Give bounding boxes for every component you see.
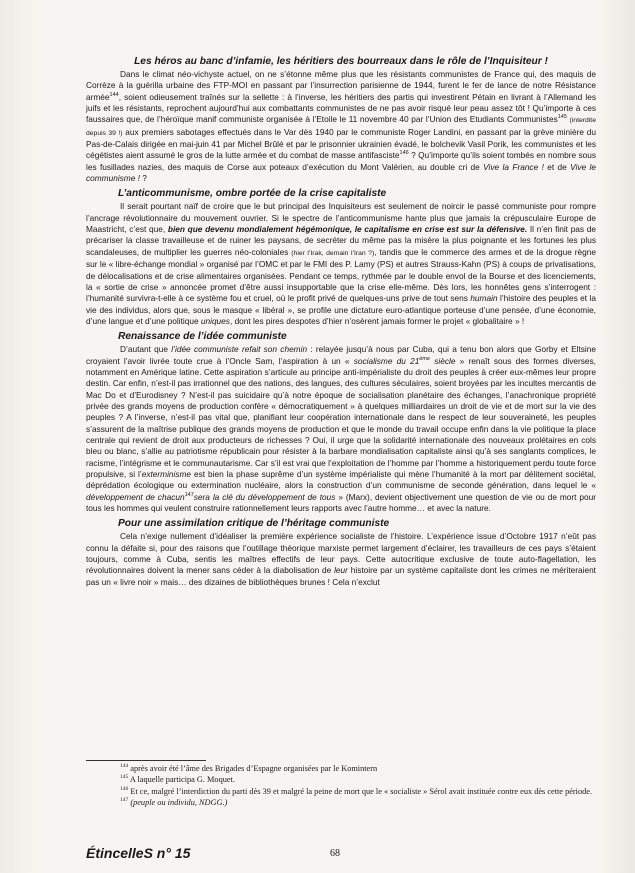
footnotes — [86, 760, 596, 808]
heading-heros: Les héros au banc d’infamie, les héritiers des bourreaux dans le rôle de l’Inquisiteur ! — [134, 56, 548, 67]
article-body — [86, 55, 596, 591]
heading-assimilation: Pour une assimilation critique de l’héritage communiste — [118, 518, 390, 530]
page-number: 68 — [330, 848, 340, 859]
heading-anticommunisme: L’anticommunisme, ombre portée de la crise capitaliste — [118, 188, 387, 200]
footnote: $^{147}$ (peuple ou individu, NDGG.) — [120, 797, 228, 808]
paragraph-assimilation: Cela n’exige nullement d’idéaliser la première expérience socialiste de l’histoire. L’expérience issue d’Octobre 1917 n’eût pas connu la défaite si, pour des raisons que l’outillage théorique marxiste permet largement d’éclairer, les travailleurs de ces pays s’étaient toujours, comme à Cuba, sentis les maîtres effectifs de leur pays. Cette autocritique exclusive de toute auto-flagellation, les révolutionnaires doivent la mener sans céder à la diabolisation de leur histoire par un système capitaliste dont les crimes ne mériteraient pas un « livre noir » mais… des dizaines de bibliothèques brunes ! Cela n’exclut — [86, 531, 596, 587]
paragraph-anticommunisme: Il serait pourtant naïf de croire que le but principal des Inquisiteurs est seulement de noircir le passé communiste pour rompre l’ancrage révolutionnaire du mouvement ouvrier. Si le spectre de l’anticommunisme hante plus que jamais la crépusculaire Europe de Maastricht, c’est que, bien que devenu mondialement hégémonique, le capitalisme en crise est sur la défensive. Il n’en finit pas de précariser la classe travailleuse et de ruiner les paysans, de secréter du même pas la misère la plus poignante et les fortunes les plus scandaleuses, de multiplier les guerres néo-coloniales (hier l’Irak, demain l’Iran ?), tandis que le commerce des armes et de la drogue règne sur le « libre-échange mondial » organisé par l’OMC et par le FMI des P. Lamy (PS) et autres Strauss-Kahn (PS) à coups de privatisations, de délocalisations et de crise alimentaires organisées. Pendant ce temps, rythmée par le double envol de la Bourse et des licenciements, la « sortie de crise » annoncée promet d’être aussi insupportable que la crise elle-même. Dès lors, les honnêtes gens s’interrogent : l’humanité survivra-t-elle à ce système fou et cruel, où le profit privé de quelques-uns prive de tout sens humain l’histoire des peuples et la vie des individus, alors que, sous le masque « libéral », se profile une dictature euro-atlantique porteuse d’une pensée, d’une économie, d’une langue et d’une politique uniques, dont les pires despotes d’hier n’osèrent jamais former le projet « globalitaire » ! — [86, 201, 596, 326]
footnote: $^{145}$ A laquelle participa G. Moquet. — [120, 774, 235, 785]
paragraph-heros: Dans le climat néo-vichyste actuel, on ne s’étonne même plus que les résistants communistes de France qui, des maquis de Corrèze à la guérilla urbaine des FTP-MOI en passant par l’insurrection parisienne de 1944, furent le fer de lance de notre Résistance armée$^{144}$, soient odieusement traînés sur la sellette : à l’inverse, les héritiers des partis qui investirent Pétain en livrant à l’Allemand les juifs et les résistants, reprochent aujourd’hui aux combattants communistes de ne pas avoir risqué leur peau assez tôt ! Qu’importe à ces faussaires que, de l’héroïque manif communiste organisée à l’Etoile le 11 novembre 40 par l’Union des Etudiants Communistes$^{145}$ (interdite depuis 39 !) aux premiers sabotages effectués dans le Var dès 1940 par le communiste Roger Landini, en passant par la grève minière du Pas-de-Calais dirigée en mai-juin 41 par Michel Brûlé et par le prisonnier ukrainien évadé, le bolchevik Vasil Porik, les communistes et les cégétistes aient assumé le gros de la lutte armée et du combat de masse antifasciste$^{146}$ ? Qu’importe qu’ils soient tombés en nombre sous les fusillades nazies, des maquis de Corse aux poteaux d’exécution du Mont Valérien, au double cri de Vive la France ! et de Vive le communisme ! ? — [86, 69, 596, 184]
magazine-brand: ÉtincelleS n° 15 — [86, 845, 191, 861]
footnote: $^{146}$ Et ce, malgré l’interdiction du parti dès 39 et malgré la peine de mort que le « socialiste » Sérol avait instituée contre eux dès cette période. — [120, 785, 593, 796]
heading-renaissance: Renaissance de l’idée communiste — [118, 331, 287, 343]
footnote-divider — [86, 760, 206, 761]
paragraph-renaissance: D’autant que l’idée communiste refait son chemin : relayée jusqu’à nous par Cuba, qui a tenu bon alors que Gorby et Eltsine croyaient l’avoir livrée toute crue à l’Oncle Sam, l’aspiration à un « socialisme du 21ème siècle » renaît sous des formes diverses, notamment en Amérique latine. Cette aspiration s’articule au principe anti-impérialiste du droit des peuples à créer eux-mêmes leur propre destin. Car enfin, n’est-il pas irrationnel que des nations, des langues, des cultures séculaires, soient broyées par les incultes mercantis de Mac Do et d’Eurodisney ? N’est-il pas suicidaire qu’à notre époque de socialisation planétaire des échanges, l’anachronique propriété privée des grands moyens de production confère « démocratiquement » à quelques milliardaires un droit de vie et de mort sur la vie des peuples ? A l’inverse, n’est-il pas vital que, planifiant leur coopération internationale dans le respect de leur souveraineté, les peuples s’assurent de la maîtrise publique des grands moyens de production et que le monde du travail occupe enfin dans la vie politique la place centrale qui revient de droit aux producteurs de richesses ? Oui, il urge que la solidarité internationale des nouveaux prolétaires en cols bleu ou blanc, s’allie au patriotisme républicain pour résister à la barbare mondialisation capitaliste ainsi qu’à ses sanglants complices, le racisme, l’intégrisme et le communautarisme. Car s’il est vrai que l’exploitation de l’homme par l’homme a historiquement perdu toute force propulsive, si l’exterminisme est bien la phase suprême d’un système impérialiste qui mène l’humanité à la mort par délitement sociétal, déprédation écologique ou extermination nucléaire, alors la construction d’un communisme de seconde génération, dans lequel le « développement de chacun$^{147}$sera la clé du développement de tous » (Marx), devient objectivement une question de vie ou de mort pour tous les hommes qui veulent construire rationnellement leurs rapports avec l’autre homme… et avec la nature. — [86, 344, 597, 514]
footnote: $^{144}$ après avoir été l’âme des Brigades d’Espagne organisées par le Komintern — [120, 763, 378, 773]
